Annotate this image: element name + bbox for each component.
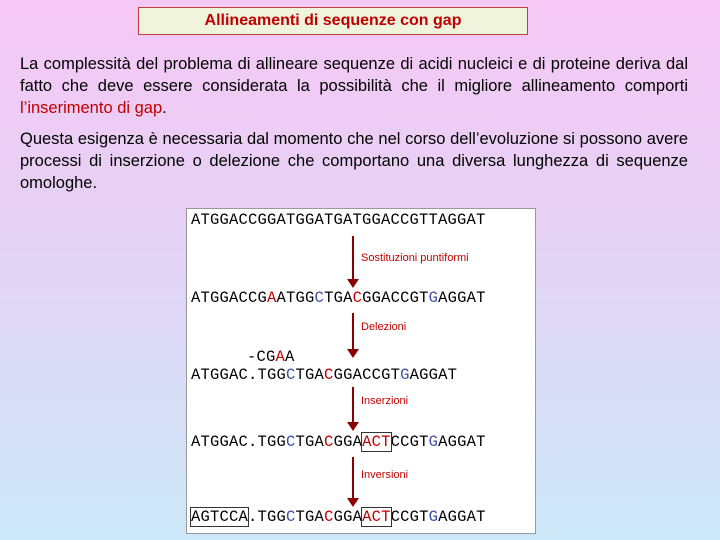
- paragraph-text: La complessità del problema di allineare sequenze di acidi nucleici e di proteine deriva dal fatto che deve essere considerata la possibilità che il migliore allineamento comporti: [20, 55, 688, 95]
- arrow-down-icon: [352, 457, 354, 499]
- slide-title: Allineamenti di sequenze con gap: [138, 7, 528, 35]
- paragraph-evolution: Questa esigenza è necessaria dal momento che nel corso dell’evoluzione si possono avere processi di inserzione o delezione che comportano una diversa lunghezza di sequenze omologhe.: [20, 130, 688, 192]
- label-inversions: Inversioni: [361, 469, 409, 481]
- label-substitutions: Sostituzioni puntiformi: [361, 252, 469, 264]
- sequence-diagram: [186, 208, 536, 534]
- sequence-inverted: AGTCCA.TGGCTGACGGAACTCCGTGAGGAT: [191, 508, 486, 526]
- paragraph-complexity: [20, 53, 688, 119]
- sequence-original: ATGGACCGGATGGATGATGGACCGTTAGGAT: [191, 211, 486, 229]
- sequence-deleted: ATGGAC.TGGCTGACGGACCGTGAGGAT: [191, 366, 458, 384]
- arrow-down-icon: [352, 313, 354, 350]
- label-insertions: Inserzioni: [361, 395, 409, 407]
- sequence-substituted: ATGGACCGAATGGCTGACGGACCGTGAGGAT: [191, 289, 486, 307]
- highlight-gap: l’inserimento di gap: [20, 99, 163, 117]
- deleted-segment: -CGAA: [247, 348, 295, 366]
- label-deletions: Delezioni: [361, 321, 407, 333]
- paragraph-end: .: [162, 99, 167, 117]
- sequence-inserted: ATGGAC.TGGCTGACGGAACTCCGTGAGGAT: [191, 433, 486, 451]
- arrow-down-icon: [352, 387, 354, 423]
- arrow-down-icon: [352, 236, 354, 280]
